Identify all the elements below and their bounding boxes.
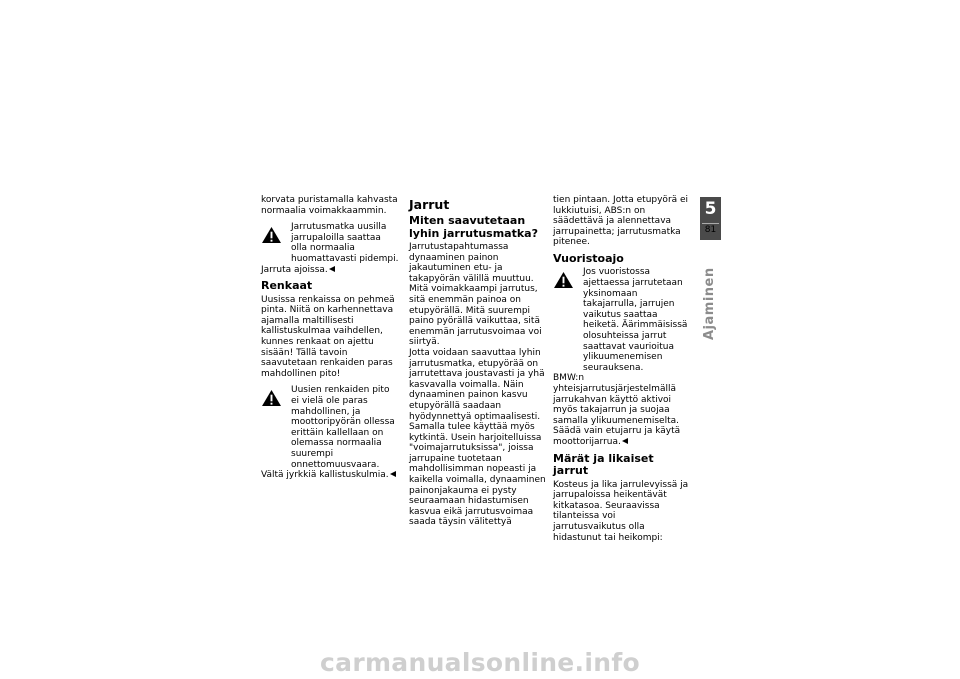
warning-text: Uusien renkaiden pito ei vielä ole paras mahdollinen, ja moottoripyörän ollessa erittäin kallellaan on olemassa normaalia suurempi onnettomuusvaara. — [291, 385, 395, 470]
paragraph-braking-1: Jarrutustapahtumassa dynaaminen painon jakautuminen etu- ja takapyörän välillä muuttuu. Mitä voimakkaampi jarrutus, sitä enemmän painoa on etupyörällä. Mitä suurempi paino pyörällä vaikuttaa, sitä enemmän jarrutusvoimaa voi siirtyä. — [409, 242, 542, 348]
heading-marat-jarrut: Märät ja likaiset jarrut — [553, 451, 654, 478]
warning-block-brakepads — [261, 222, 399, 275]
heading-vuoristoajo: Vuoristoajo — [553, 251, 624, 265]
warning-text: Jarrutusmatka uusilla jarrupaloilla saattaa olla normaalia huomattavasti pidempi. — [291, 222, 399, 264]
page-number: 81 — [704, 225, 717, 235]
end-of-section-arrow-icon — [390, 471, 396, 477]
heading-renkaat: Renkaat — [261, 279, 313, 293]
paragraph-intro: korvata puristamalla kahvasta normaalia voimakkaammin. — [261, 195, 398, 216]
warning-triangle-icon — [553, 271, 574, 289]
end-of-section-arrow-icon — [622, 438, 628, 444]
paragraph-braking-2: Jotta voidaan saavuttaa lyhin jarrutusmatka, etupyörää on jarrutettava joustavasti ja yhä kasvavalla voimalla. Näin dynaaminen painon kasvu etupyörällä saadaan hyödynnettyä optimaalisesti. Samalla tulee käyttää myös kytkintä. Usein harjoitelluissa "voimajarrutuksissa", joissa jarrupaine tuotetaan mahdollisimman nopeasti ja kaikella voimalla, dynaaminen painonjakauma ei pysty seuraamaan hidastumisen kasvua eikä jarrutusvoimaa saada täysin välitettyä — [409, 347, 546, 528]
paragraph-marat: Kosteus ja lika jarrulevyissä ja jarrupaloissa heikentävät kitkatasoa. Seuraavissa tilanteissa voi jarrutusvaikutus olla hidastunut tai heikompi: — [553, 479, 689, 543]
chapter-number: 5 — [704, 199, 717, 219]
paragraph-renkaat: Uusissa renkaissa on pehmeä pinta. Niitä on karhennettava ajamalla maltillisesti kallistuskulmaa vaihdellen, kunnes renkaat on ajettu sisään! Tällä tavoin saavutetaan renkaiden paras mahdollinen pito! — [261, 294, 395, 379]
text-column-1 — [261, 195, 399, 481]
section-name: Ajaminen — [702, 267, 717, 340]
text-column-2 — [409, 198, 547, 528]
end-of-section-arrow-icon — [329, 266, 335, 272]
warning-advice: BMW:n yhteisjarrutusjärjestelmällä jarrukahvan käyttö aktivoi myös takajarrun ja suojaa samalla ylikuumenemiselta. Säädä vain etujarru ja käytä moottorijarrua. — [553, 373, 681, 447]
section-side-label — [702, 267, 720, 360]
heading-lyhin-jarrutusmatka: Miten saavutetaan lyhin jarrutusmatka? — [409, 214, 538, 240]
warning-instruction: Jarruta ajoissa. — [261, 264, 328, 275]
warning-block-mountain — [553, 267, 691, 447]
text-column-3 — [553, 195, 691, 543]
warning-instruction: Vältä jyrkkiä kallistuskulmia. — [261, 470, 389, 481]
tab-divider — [702, 223, 719, 224]
heading-jarrut: Jarrut — [409, 197, 450, 212]
paragraph-continued: tien pintaan. Jotta etupyörä ei lukkiutuisi, ABS:n on säädettävä ja alennettava jarrupainetta; jarrutusmatka pitenee. — [553, 195, 689, 248]
watermark: carmanualsonline.info — [320, 648, 640, 677]
warning-triangle-icon — [261, 389, 282, 407]
warning-block-tyres — [261, 385, 399, 480]
warning-text: Jos vuoristossa ajettaessa jarrutetaan yksinomaan takajarrulla, jarrujen vaikutus saattaa heiketä. Äärimmäisissä olosuhteissa jarrut saattavat vaurioitua ylikuumenemisen seurauksena. — [583, 267, 688, 373]
warning-triangle-icon — [261, 226, 282, 244]
